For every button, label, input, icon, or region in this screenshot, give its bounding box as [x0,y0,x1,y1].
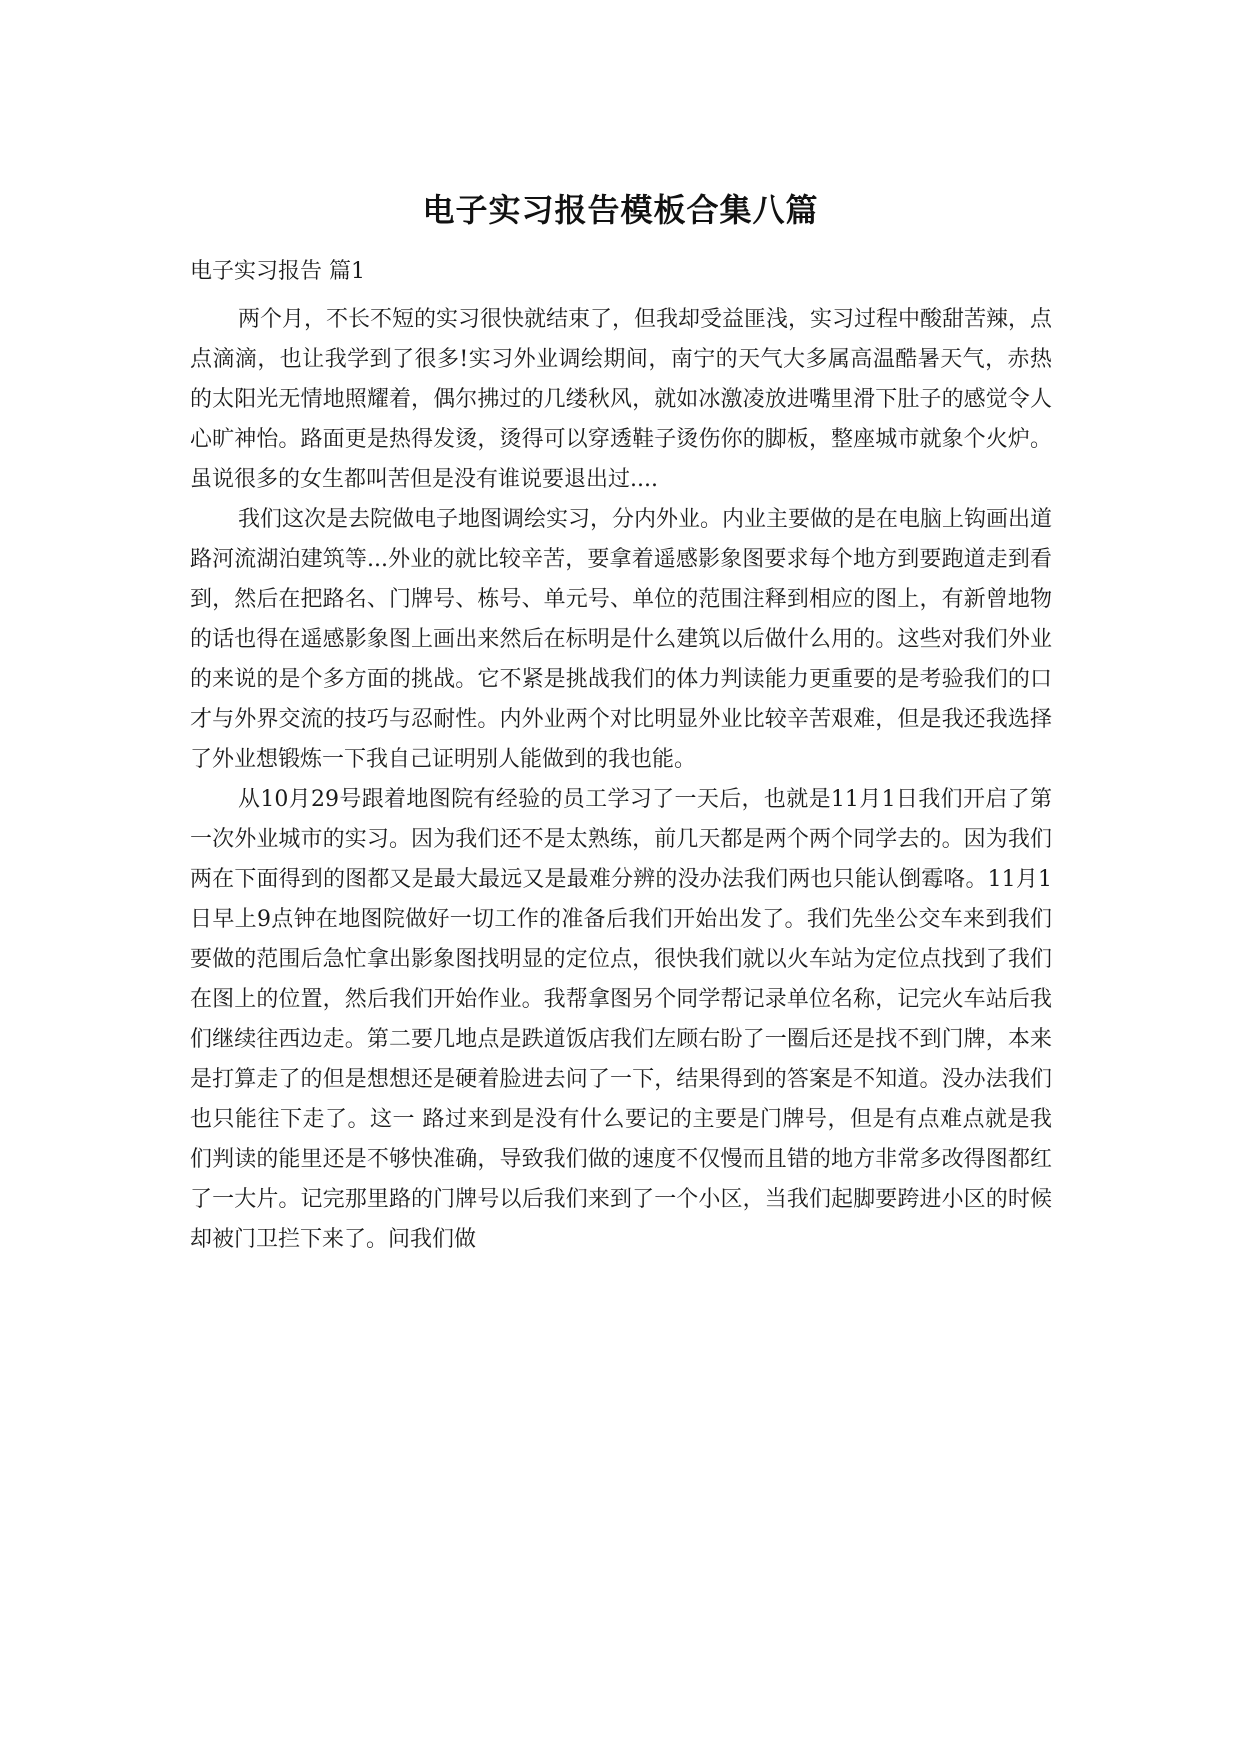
document-body [190,300,1052,1260]
paragraph: 我们这次是去院做电子地图调绘实习，分内外业。内业主要做的是在电脑上钩画出道路河流湖泊建筑等...外业的就比较辛苦，要拿着遥感影象图要求每个地方到要跑道走到看到，然后在把路名、门牌号、栋号、单元号、单位的范围注释到相应的图上，有新曾地物的话也得在遥感影象图上画出来然后在标明是什么建筑以后做什么用的。这些对我们外业的来说的是个多方面的挑战。它不紧是挑战我们的体力判读能力更重要的是考验我们的口才与外界交流的技巧与忍耐性。内外业两个对比明显外业比较辛苦艰难，但是我还我选择了外业想锻炼一下我自己证明别人能做到的我也能。 [190,507,1053,772]
paragraph: 两个月，不长不短的实习很快就结束了，但我却受益匪浅，实习过程中酸甜苦辣，点点滴滴，也让我学到了很多!实习外业调绘期间，南宁的天气大多属高温酷暑天气，赤热的太阳光无情地照耀着，偶尔拂过的几缕秋风，就如冰激凌放进嘴里滑下肚子的感觉令人心旷神怡。路面更是热得发烫，烫得可以穿透鞋子烫伤你的脚板，整座城市就象个火炉。虽说很多的女生都叫苦但是没有谁说要退出过.... [190,307,1053,492]
document-title: 电子实习报告模板合集八篇 [422,191,819,229]
section-heading: 电子实习报告 篇1 [190,259,365,284]
paragraph: 从10月29号跟着地图院有经验的员工学习了一天后，也就是11月1日我们开启了第一次外业城市的实习。因为我们还不是太熟练，前几天都是两个两个同学去的。因为我们两在下面得到的图都又是最大最远又是最难分辨的没办法我们两也只能认倒霉咯。11月1日早上9点钟在地图院做好一切工作的准备后我们开始出发了。我们先坐公交车来到我们要做的范围后急忙拿出影象图找明显的定位点，很快我们就以火车站为定位点找到了我们在图上的位置，然后我们开始作业。我帮拿图另个同学帮记录单位名称，记完火车站后我们继续往西边走。第二要几地点是跌道饭店我们左顾右盼了一圈后还是找不到门牌，本来是打算走了的但是想想还是硬着脸进去问了一下，结果得到的答案是不知道。没办法我们也只能往下走了。这一 路过来到是没有什么要记的主要是门牌号，但是有点难点就是我们判读的能里还是不够快准确，导致我们做的速度不仅慢而且错的地方非常多改得图都红了一大片。记完那里路的门牌号以后我们来到了一个小区，当我们起脚要跨进小区的时候却被门卫拦下来了。问我们做 [190,787,1052,1252]
